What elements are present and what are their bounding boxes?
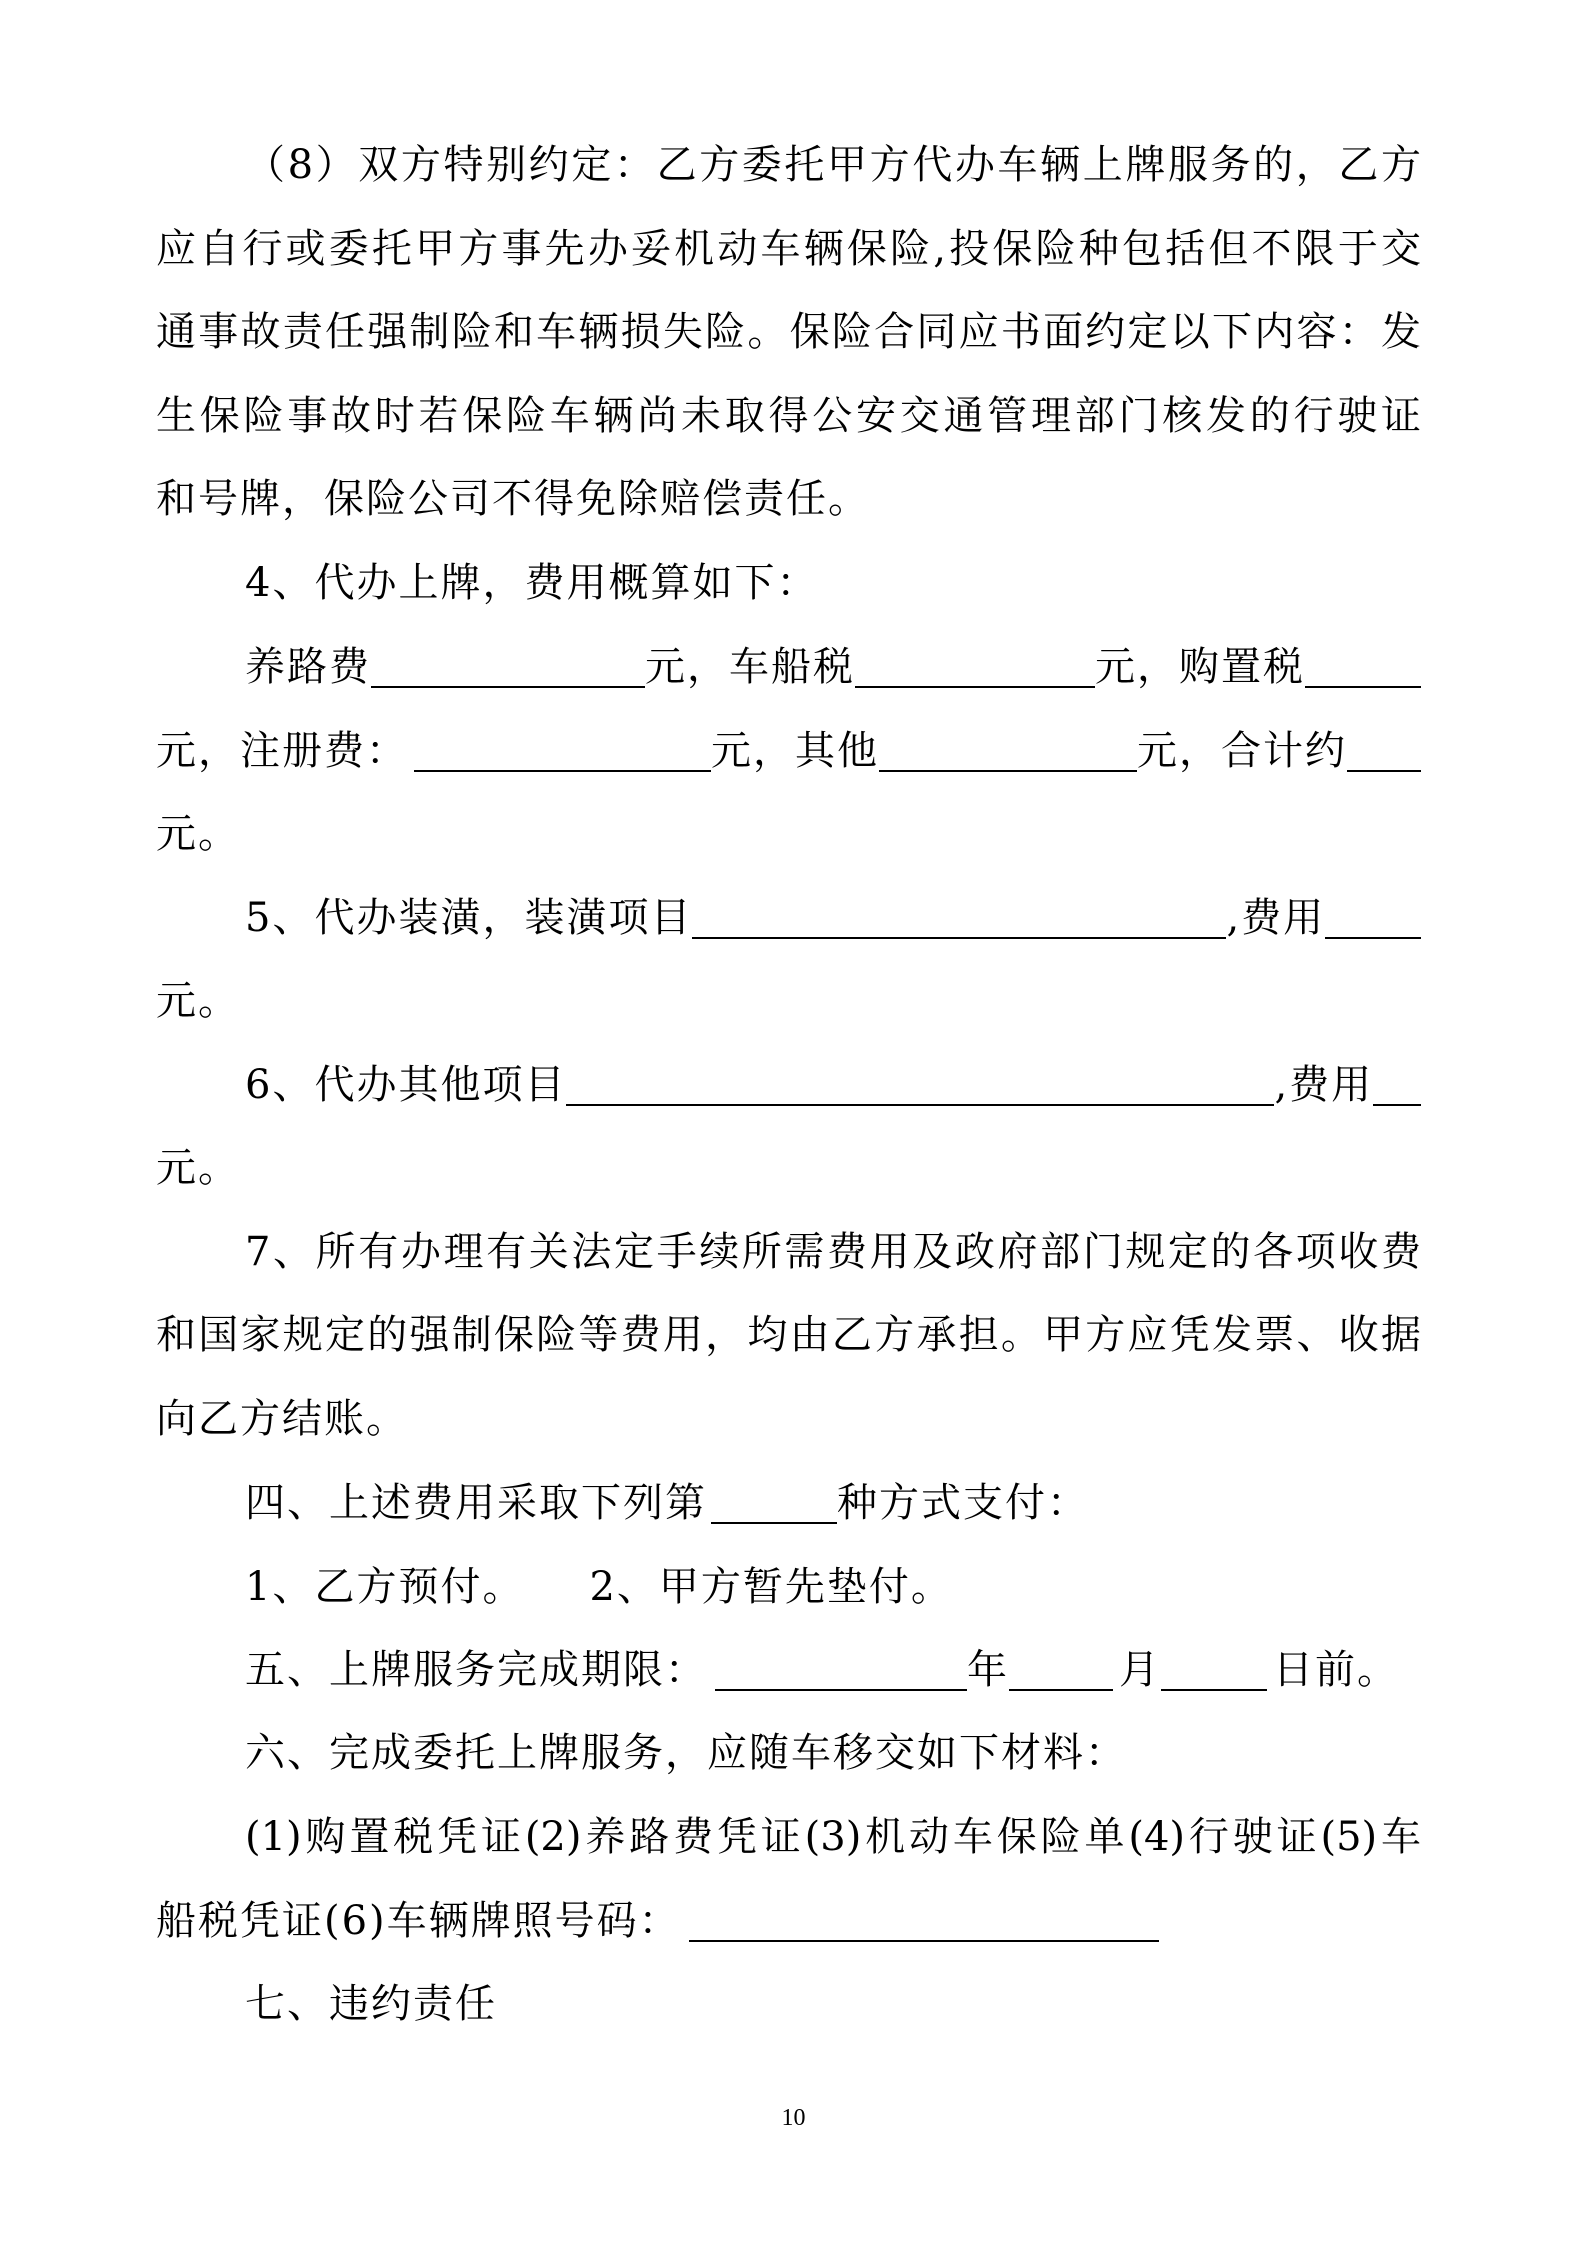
other-fee-label: 元，其他 xyxy=(711,727,879,774)
document-page xyxy=(156,124,1421,2047)
payment-method-suffix: 种方式支付： xyxy=(837,1480,1089,1527)
section-6-heading: 六、完成委托上牌服务，应随车移交如下材料： xyxy=(245,1730,1127,1777)
other-fee-blank xyxy=(879,730,1137,772)
other-project-blank xyxy=(566,1064,1274,1106)
clause-8-line-3: 通事故责任强制险和车辆损失险。保险合同应书面约定以下内容：发 xyxy=(156,309,1421,356)
decoration-project-label: 5、代办装潢，装潢项目 xyxy=(245,895,693,942)
item-4-fee-row-1 xyxy=(156,626,1421,710)
payment-method-prefix: 四、上述费用采取下列第 xyxy=(245,1480,707,1527)
clause-8-line-5: 和号牌，保险公司不得免除赔偿责任。 xyxy=(156,476,870,523)
other-project-label: 6、代办其他项目 xyxy=(245,1062,567,1109)
vehicle-tax-label: 元，车船税 xyxy=(645,644,855,691)
registration-fee-blank xyxy=(414,730,711,772)
clause-8-line-4: 生保险事故时若保险车辆尚未取得公安交通管理部门核发的行驶证 xyxy=(156,392,1421,439)
road-fee-label: 养路费 xyxy=(245,644,371,691)
item-4-end: 元。 xyxy=(156,810,240,857)
license-plate-number-blank xyxy=(689,1900,1159,1942)
total-fee-label: 元，合计约 xyxy=(1137,727,1347,774)
deadline-month-label: 月 xyxy=(1119,1647,1161,1694)
purchase-tax-blank xyxy=(1305,646,1421,688)
registration-fee-label: 元，注册费： xyxy=(156,727,408,774)
section-4-row xyxy=(156,1462,1421,1546)
section-5-row xyxy=(156,1629,1421,1713)
item-6-row xyxy=(156,1044,1421,1128)
payment-option-2: 2、甲方暂先垫付。 xyxy=(589,1563,953,1610)
deadline-day-label: 日前。 xyxy=(1273,1647,1399,1694)
item-7-line-1: 7、所有办理有关法定手续所需费用及政府部门规定的各项收费 xyxy=(245,1228,1421,1275)
other-project-fee-blank xyxy=(1373,1064,1421,1106)
section-6-materials-line-2: 船税凭证(6)车辆牌照号码： xyxy=(156,1898,681,1945)
purchase-tax-label: 元，购置税 xyxy=(1095,644,1305,691)
item-4-fee-row-2 xyxy=(156,709,1421,793)
deadline-prefix: 五、上牌服务完成期限： xyxy=(245,1647,707,1694)
payment-option-1: 1、乙方预付。 xyxy=(245,1563,525,1610)
item-7-line-3: 向乙方结账。 xyxy=(156,1395,408,1442)
deadline-day-blank xyxy=(1161,1649,1267,1691)
section-7-heading: 七、违约责任 xyxy=(245,1981,497,2028)
deadline-month-blank xyxy=(1009,1649,1113,1691)
item-6-end: 元。 xyxy=(156,1145,240,1192)
decoration-fee-label: ,费用 xyxy=(1226,895,1326,942)
clause-8-line-1: （8）双方特别约定：乙方委托甲方代办车辆上牌服务的，乙方 xyxy=(245,142,1421,188)
road-fee-blank xyxy=(371,646,645,688)
page-number: 10 xyxy=(781,2105,806,2131)
item-5-end: 元。 xyxy=(156,977,240,1024)
deadline-year-blank xyxy=(715,1649,967,1691)
payment-method-blank xyxy=(711,1482,837,1524)
other-project-fee-label: ,费用 xyxy=(1274,1062,1374,1109)
total-fee-blank xyxy=(1347,730,1421,772)
section-6-materials-row-2 xyxy=(156,1879,1421,1963)
payment-options-row xyxy=(156,1545,1421,1629)
clause-8-line-2: 应自行或委托甲方事先办妥机动车辆保险,投保险种包括但不限于交 xyxy=(156,225,1421,272)
deadline-year-label: 年 xyxy=(967,1647,1009,1694)
item-5-row xyxy=(156,876,1421,960)
item-7-line-2: 和国家规定的强制保险等费用，均由乙方承担。甲方应凭发票、收据 xyxy=(156,1312,1421,1359)
vehicle-tax-blank xyxy=(855,646,1095,688)
item-4-heading: 4、代办上牌，费用概算如下： xyxy=(245,559,819,606)
decoration-project-blank xyxy=(692,897,1226,939)
section-6-materials-line-1: (1)购置税凭证(2)养路费凭证(3)机动车保险单(4)行驶证(5)车 xyxy=(245,1813,1421,1860)
decoration-fee-blank xyxy=(1325,897,1421,939)
